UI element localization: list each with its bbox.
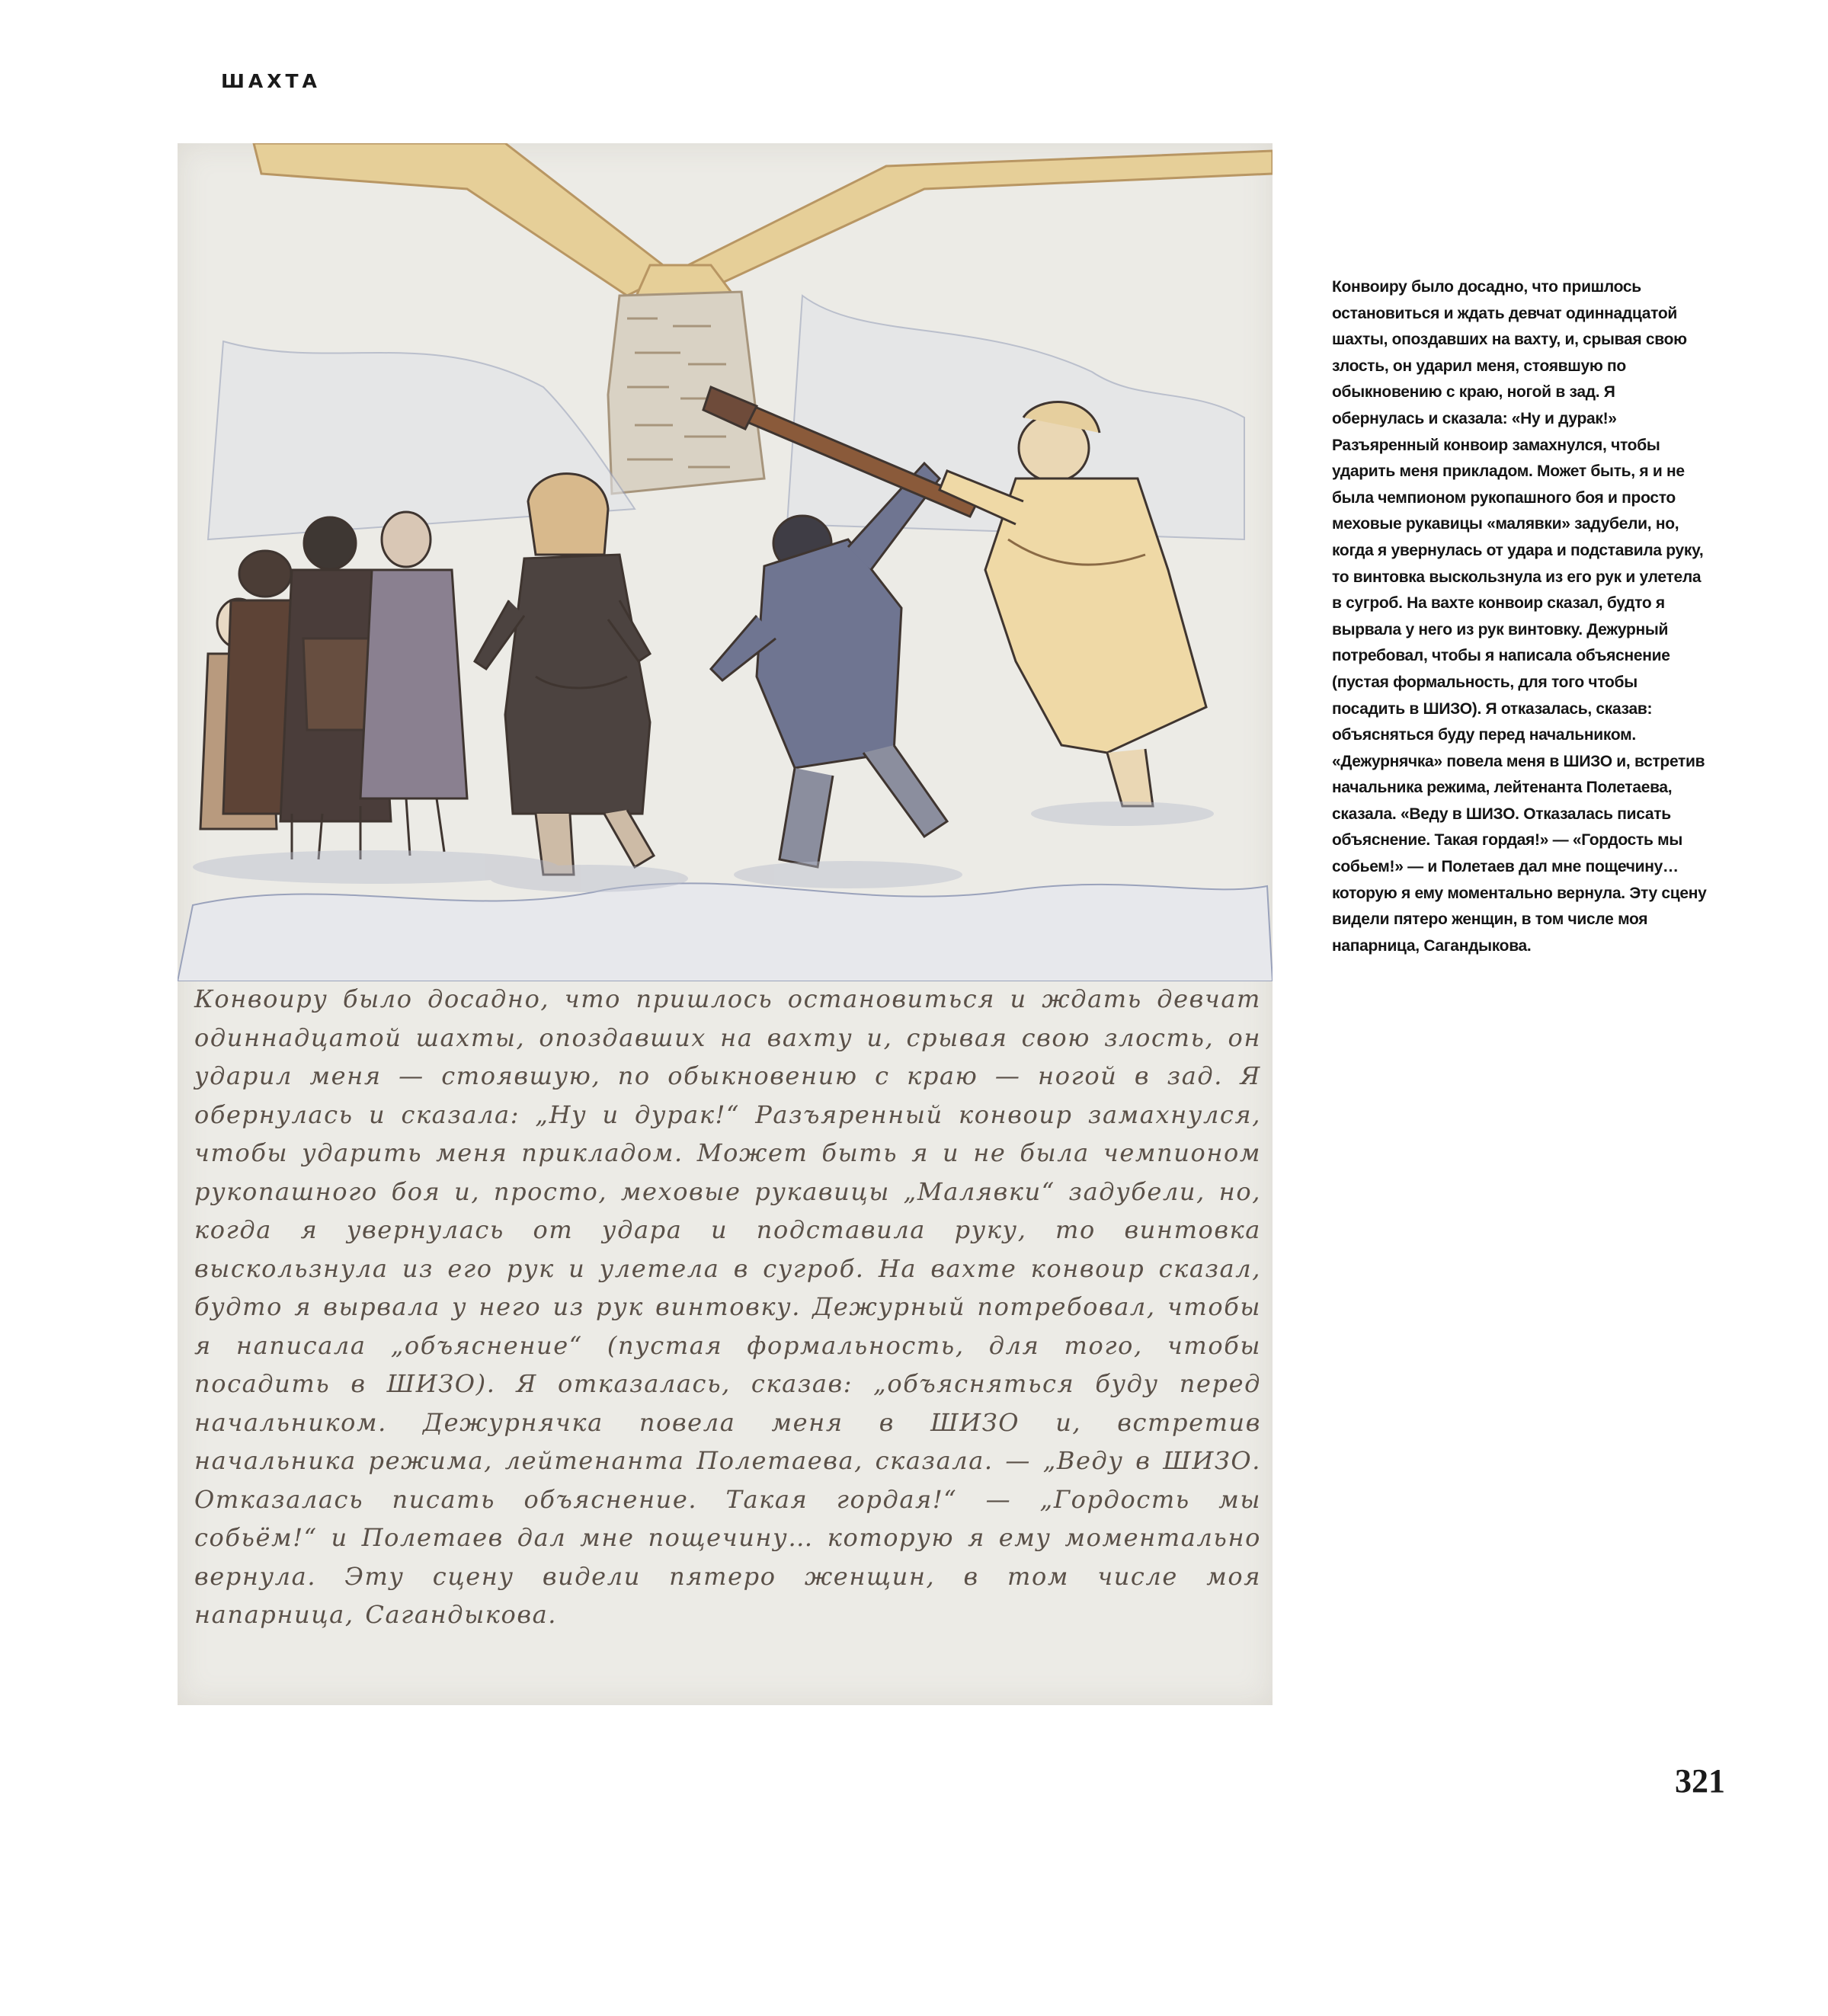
women-group	[200, 512, 467, 859]
rock-wall	[608, 292, 764, 494]
ceiling-beams	[254, 143, 1273, 299]
running-head: ШАХТА	[221, 70, 321, 92]
illustration-plate	[178, 143, 1273, 1705]
caption-text: Конвоиру было досадно, что пришлось остановиться и ждать девчат одиннадцатой шахты, опоздавших на вахту, и, срывая свою злость, он ударил меня, стоявшую по обыкновению с краю, ногой в зад. Я обернулась и сказала: «Ну и дурак!» Разъяренный конвоир замахнулся, чтобы ударить меня прикладом. Может быть, я и не была чемпионом рукопашного боя и просто меховые рукавицы «малявки» задубели, но, когда я увернулась от удара и подставила руку, то винтовка выскользнула из его рук и улетела в сугроб. На вахте конвоир сказал, будто я вырвала у него из рук винтовку. Дежурный потребовал, чтобы я написала объяснение (пустая формальность, для того чтобы посадить в ШИЗО). Я отказалась, сказав: объясняться буду перед начальником. «Дежурнячка» повела меня в ШИЗО и, встретив начальника режима, лейтенанта Полетаева, сказала. «Веду в ШИЗО. Отказалась писать объяснение. Такая гордая!» — «Гордость мы собьем!» — и Полетаев дал мне пощечину… которую я ему моментально вернула. Эту сцену видели пятеро женщин, в том числе моя напарница, Сагандыкова.	[1332, 278, 1707, 955]
woman-in-headscarf	[475, 474, 654, 875]
handwritten-text: Конвоиру было досадно, что пришлось остановиться и ждать девчат одиннадцатой шахты, опоздавших на вахту и, срывая свою злость, он ударил меня — стоявшую, по обыкновению с краю — ногой в зад. Я обернулась и сказала: „Ну и дурак!“ Разъяренный конвоир замахнулся, чтобы ударить меня прикладом. Может быть я и не была чемпионом рукопашного боя и, просто, меховые рукавицы „Малявки“ задубели, но, когда я увернулась от удара и подставила руку, то винтовка выскользнула из его рук и улетела в сугроб. На вахте конвоир сказал, будто я вырвала у него из рук винтовку. Дежурный потребовал, чтобы я написала „объяснение“ (пустая формальность, для того, чтобы посадить в ШИЗО). Я отказалась, сказав: „объясняться буду перед начальником. Дежурнячка повела меня в ШИЗО и, встретив начальника режима, лейтенанта Полетаева, сказала. — „Веду в ШИЗО. Отказалась писать объяснение. Такая гордая!“ — „Гордость мы собьём!“ и Полетаев дал мне пощечину… которую я ему моментально вернула. Эту сцену видели пятеро женщин, в том числе моя напарница, Сагандыкова.	[194, 984, 1261, 1629]
page-number: 321	[1675, 1762, 1725, 1800]
mine-scene-drawing	[178, 143, 1273, 981]
